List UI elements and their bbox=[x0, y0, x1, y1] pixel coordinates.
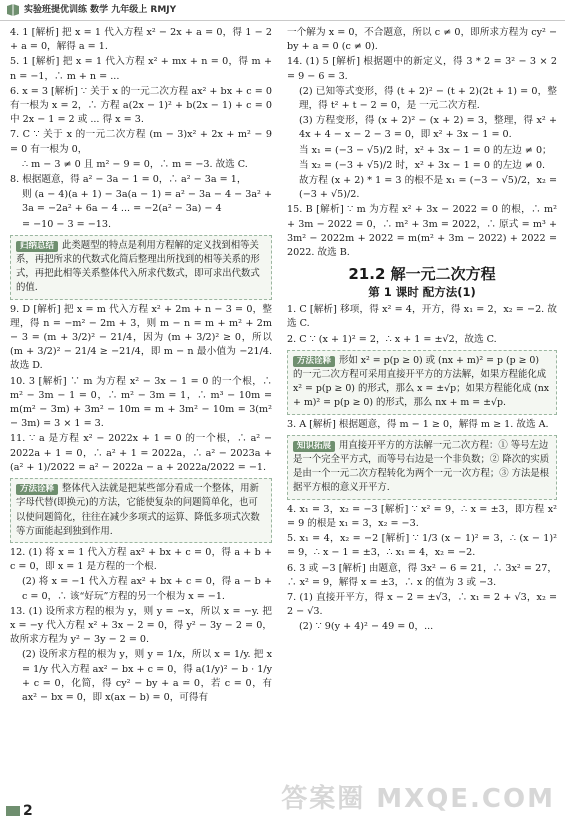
method-label: 方法诠释 bbox=[16, 484, 58, 495]
answer-line: 故方程 (x + 2) * 1 = 3 的根不是 x₁ = (−3 − √5)/2，x₂ = (−3 + √5)/2. bbox=[299, 175, 557, 201]
method-text: 整体代入法就是把某些部分看成一个整体，用新字母代替(即换元)的方法，它能使复杂的问题简单化，也可以使问题简化，往往在减少多项式的运算、降低多项式次数等方面能起到独到作用. bbox=[16, 483, 260, 537]
answer-line: 6. x = 3 [解析] ∵ 关于 x 的一元二次方程 ax² + bx + c = 0 有一根为 x = 2，∴ 方程 a(2x − 1)² + b(2x − 1) + c = 0 中 2x − 1 = 2 或 ... 得 x = 3. bbox=[10, 85, 272, 126]
answer-line: 13. (1) 设所求方程的根为 y，则 y = −x，所以 x = −y. 把 x = −y 代入方程 x² + 3x − 2 = 0，得 y² − 3y − 2 = 0，故所求方程为 y² − 3y − 2 = 0. bbox=[10, 605, 272, 646]
answer-line: (2) 设所求方程的根为 y，则 y = 1/x，所以 x = 1/y. 把 x = 1/y 代入方程 ax² − bx + c = 0，得 a(1/y)² − b · 1/y + c = 0，化简，得 cy² − by + a = 0，若 c = 0，有 ax² − bx = 0，即 x(ax − b) = 0，可得有 bbox=[22, 649, 272, 703]
knowledge-text: 用直接开平方的方法解一元二次方程：① 等号左边是一个完全平方式，而等号右边是一个非负数；② 降次的实质是由一个一元二次方程转化为两个一元一次方程；③ 方法是根据平方根的意义开平方. bbox=[293, 439, 550, 494]
knowledge-label: 知识拓展 bbox=[293, 441, 335, 452]
answer-line: 14. (1) 5 [解析] 根据题中的新定义，得 3 * 2 = 3² − 3 × 2 = 9 − 6 = 3. bbox=[287, 56, 557, 82]
answer-line: 9. D [解析] 把 x = m 代入方程 x² + 2m + n − 3 = 0，整理，得 n = −m² − 2m + 3，则 m − n = m + m² + 2m − 3 = (m + 3/2)² − 21/4，因为 (m + 3/2)² ≥ 0，所以 (m + 3/2)² − 21/4 ≥ −21/4，即 m − n 最小值为 −21/4. 故选 D. bbox=[10, 303, 272, 372]
answer-line: 7. (1) 直接开平方，得 x − 2 = ±√3，∴ x₁ = 2 + √3，x₂ = 2 − √3. bbox=[287, 591, 557, 618]
header-title: 实验班提优训练 数学 九年级上 RMJY bbox=[24, 5, 177, 15]
summary-box bbox=[10, 235, 272, 300]
left-column bbox=[10, 26, 272, 706]
page-marker-icon bbox=[6, 806, 20, 816]
method-text: 形如 x² = p(p ≥ 0) 或 (nx + m)² = p (p ≥ 0) 的一元二次方程可采用直接开平方的方法解，如果方程能化成 x² = p(p ≥ 0) 的形式，那么 x = ±√p；如果方程能化成 (nx + m)² = p(p ≥ 0) 的形式，那么 nx + m = ±√p. bbox=[293, 354, 550, 409]
page-header bbox=[0, 0, 565, 21]
answer-line: (2) 已知等式变形，得 (t + 2)² − (t + 2)(2t + 1) = 0，整理，得 t² + t − 2 = 0，是 一元二次方程. bbox=[299, 85, 557, 112]
lesson-subtitle: 第 1 课时 配方法(1) bbox=[368, 285, 476, 300]
answer-line: 1. C [解析] 移项，得 x² = 4，开方，得 x₁ = 2，x₂ = −2. 故选 C. bbox=[287, 304, 557, 330]
answer-line: 则 (a − 4)(a + 1) − 3a(a − 1) = a² − 3a − 4 − 3a² + 3a = −2a² + 6a − 4 ... = −2(a² − 3a) − 4 bbox=[22, 189, 272, 215]
header-brand bbox=[6, 3, 176, 17]
watermark: 答案圈 MXQE.COM bbox=[281, 783, 555, 814]
answer-line: 2. C ∵ (x + 1)² = 2，∴ x + 1 = ±√2，故选 C. bbox=[287, 333, 497, 345]
answer-line: (2) ∵ 9(y + 4)² − 49 = 0，... bbox=[299, 621, 434, 633]
answer-line: 当 x₂ = (−3 + √5)/2 时，x² + 3x − 1 = 0 的左边 ≠ 0. bbox=[299, 159, 546, 171]
answer-line: 12. (1) 将 x = 1 代入方程 ax² + bx + c = 0，得 a + b + c = 0，即 x = 1 是方程的一个根. bbox=[10, 546, 272, 573]
method-box bbox=[10, 478, 272, 543]
answer-line: 4. x₁ = 3，x₂ = −3 [解析] ∵ x² = 9，∴ x = ±3，即方程 x² = 9 的根是 x₁ = 3，x₂ = −3. bbox=[287, 503, 557, 529]
answer-line: 3. A [解析] 根据题意，得 m − 1 ≥ 0，解得 m ≥ 1. 故选 A. bbox=[287, 418, 549, 430]
answer-line: 5. x₁ = 4，x₂ = −2 [解析] ∵ 1/3 (x − 1)² = 3，∴ (x − 1)² = 9，∴ x − 1 = ±3，∴ x₁ = 4，x₂ = −2. bbox=[287, 533, 557, 559]
answer-line: (3) 方程变形，得 (x + 2)² − (x + 2) = 3，整理，得 x² + 4x + 4 − x − 2 − 3 = 0，即 x² + 3x − 1 = 0. bbox=[299, 115, 557, 141]
right-column bbox=[287, 26, 557, 636]
method-box bbox=[287, 350, 557, 415]
answer-line: 8. 根据题意，得 a² − 3a − 1 = 0，∴ a² − 3a = 1， bbox=[10, 174, 247, 186]
summary-text: 此类题型的特点是利用方程解的定义找到相等关系，再把所求的代数式化简后整理出所找到的相等关系的形式，再把此相等关系整体代入所求代数式，即可求出代数式的值. bbox=[16, 239, 260, 294]
section-title: 21.2 解一元二次方程 bbox=[348, 265, 496, 284]
answer-line: 15. B [解析] ∵ m 为方程 x² + 3x − 2022 = 0 的根，∴ m² + 3m − 2022 = 0，∴ m² + 3m = 2022，∴ 原式 = m³ + 3m² − 2022m + 2022 = m(m² + 3m − 2022) + 2022 = 2022. 故选 B. bbox=[287, 204, 557, 259]
answer-line: 当 x₁ = (−3 − √5)/2 时，x² + 3x − 1 = 0 的左边 ≠ 0； bbox=[299, 144, 552, 156]
answer-line: ∴ m − 3 ≠ 0 且 m² − 9 = 0，∴ m = −3. 故选 C. bbox=[22, 158, 248, 170]
answer-line: 6. 3 或 −3 [解析] 由题意，得 3x² − 6 = 21，∴ 3x² = 27，∴ x² = 9，解得 x = ±3，∴ x 的值为 3 或 −3. bbox=[287, 562, 557, 588]
answer-line: (2) 将 x = −1 代入方程 ax² + bx + c = 0，得 a − b + c = 0，∴ 该“好玩”方程的另一个根为 x = −1. bbox=[22, 576, 272, 602]
knowledge-box bbox=[287, 435, 557, 500]
answer-line: = −10 − 3 = −13. bbox=[22, 218, 112, 230]
summary-label: 归纳总结 bbox=[16, 241, 58, 252]
answer-line: 4. 1 [解析] 把 x = 1 代入方程 x² − 2x + a = 0，得 1 − 2 + a = 0，解得 a = 1. bbox=[10, 27, 272, 53]
answer-line: 5. 1 [解析] 把 x = 1 代入方程 x² + mx + n = 0，得 m + n = −1，∴ m + n = ... bbox=[10, 56, 272, 82]
answer-line: 一个解为 x = 0，不合题意，所以 c ≠ 0，即所求方程为 cy² − by + a = 0 (c ≠ 0). bbox=[287, 27, 557, 53]
method-label: 方法诠释 bbox=[293, 356, 335, 367]
answer-line: 11. ∵ a 是方程 x² − 2022x + 1 = 0 的一个根，∴ a² − 2022a + 1 = 0，∴ a² + 1 = 2022a，∴ a² − 2023a + (a² + 1)/2022 = a² − 2022a − a + 2022a/2022 = −1. bbox=[10, 433, 272, 473]
page-footer bbox=[6, 804, 33, 818]
answer-line: 7. C ∵ 关于 x 的一元二次方程 (m − 3)x² + 2x + m² − 9 = 0 有一根为 0， bbox=[10, 129, 272, 155]
answer-line: 10. 3 [解析] ∵ m 为方程 x² − 3x − 1 = 0 的一个根，∴ m² − 3m − 1 = 0，∴ m² − 3m = 1，∴ m³ − 10m = m(m² − 3m) + 3m² − 10m = m + 3m² − 10m = 3(m² − 3m) = 3 × 1 = 3. bbox=[10, 375, 272, 430]
page-number: 2 bbox=[23, 802, 33, 819]
book-logo-icon bbox=[6, 3, 20, 17]
